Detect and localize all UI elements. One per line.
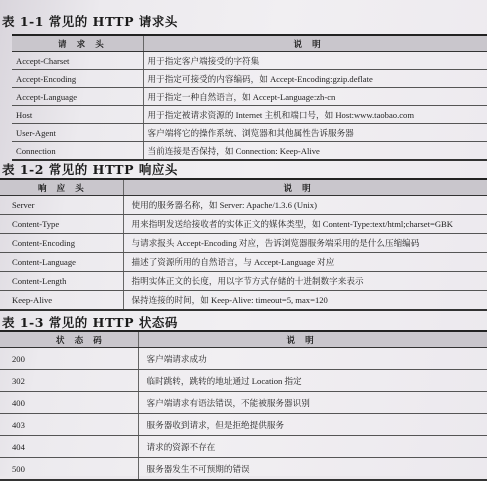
table-row bbox=[0, 234, 487, 253]
header-name-cell: Accept-Charset bbox=[12, 52, 143, 70]
table-row bbox=[12, 70, 487, 88]
description-cell: 使用的服务器名称，如 Server: Apache/1.3.6 (Unix) bbox=[123, 196, 487, 215]
table-row bbox=[12, 124, 487, 142]
header-name-cell: Accept-Language bbox=[12, 88, 143, 106]
column-header-description: 说 明 bbox=[138, 331, 487, 348]
table-row bbox=[0, 348, 487, 370]
table-row bbox=[0, 196, 487, 215]
status-code-cell: 200 bbox=[0, 348, 138, 370]
response-headers-table bbox=[0, 178, 487, 311]
description-cell: 描述了资源所用的自然语言，与 Accept-Language 对应 bbox=[123, 253, 487, 272]
description-cell: 临时跳转，跳转的地址通过 Location 指定 bbox=[138, 370, 487, 392]
column-header-request-header: 请 求 头 bbox=[12, 35, 143, 52]
header-name-cell: Connection bbox=[12, 142, 143, 161]
status-code-cell: 302 bbox=[0, 370, 138, 392]
table-row bbox=[0, 370, 487, 392]
header-name-cell: Content-Encoding bbox=[0, 234, 123, 253]
description-cell: 用于指定客户端接受的字符集 bbox=[143, 52, 487, 70]
table-2-caption: 表 1-2 常见的 HTTP 响应头 bbox=[2, 162, 178, 177]
column-header-status-code: 状 态 码 bbox=[0, 331, 138, 348]
column-header-response-header: 响 应 头 bbox=[0, 179, 123, 196]
table-3-caption: 表 1-3 常见的 HTTP 状态码 bbox=[2, 315, 178, 330]
header-name-cell: Server bbox=[0, 196, 123, 215]
description-cell: 用于指定被请求资源的 Internet 主机和端口号，如 Host:www.taobao.com bbox=[143, 106, 487, 124]
status-code-cell: 500 bbox=[0, 458, 138, 481]
header-name-cell: Accept-Encoding bbox=[12, 70, 143, 88]
table-row bbox=[0, 436, 487, 458]
table-row bbox=[12, 142, 487, 161]
table-row bbox=[0, 414, 487, 436]
description-cell: 指明实体正文的长度，用以字节方式存储的十进制数字来表示 bbox=[123, 272, 487, 291]
table-row bbox=[0, 215, 487, 234]
description-cell: 与请求报头 Accept-Encoding 对应，告诉浏览器服务端采用的是什么压缩编码 bbox=[123, 234, 487, 253]
description-cell: 客户端请求成功 bbox=[138, 348, 487, 370]
description-cell: 保持连接的时间，如 Keep-Alive: timeout=5, max=120 bbox=[123, 291, 487, 311]
description-cell: 请求的资源不存在 bbox=[138, 436, 487, 458]
request-headers-table bbox=[12, 34, 487, 161]
status-codes-table bbox=[0, 330, 487, 481]
description-cell: 当前连接是否保持，如 Connection: Keep-Alive bbox=[143, 142, 487, 161]
table-row bbox=[0, 392, 487, 414]
table-row bbox=[12, 106, 487, 124]
header-name-cell: Content-Language bbox=[0, 253, 123, 272]
header-name-cell: User-Agent bbox=[12, 124, 143, 142]
table-row bbox=[12, 88, 487, 106]
table-row bbox=[12, 52, 487, 70]
column-header-description: 说 明 bbox=[123, 179, 487, 196]
header-name-cell: Content-Type bbox=[0, 215, 123, 234]
column-header-description: 说 明 bbox=[143, 35, 487, 52]
header-name-cell: Keep-Alive bbox=[0, 291, 123, 311]
table-1-caption: 表 1-1 常见的 HTTP 请求头 bbox=[2, 14, 178, 29]
table-row bbox=[0, 291, 487, 311]
header-name-cell: Host bbox=[12, 106, 143, 124]
header-name-cell: Content-Length bbox=[0, 272, 123, 291]
description-cell: 用来指明发送给接收者的实体正文的媒体类型，如 Content-Type:text/html;charset=GBK bbox=[123, 215, 487, 234]
table-row bbox=[0, 272, 487, 291]
status-code-cell: 400 bbox=[0, 392, 138, 414]
description-cell: 用于指定可接受的内容编码，如 Accept-Encoding:gzip.deflate bbox=[143, 70, 487, 88]
description-cell: 客户端请求有语法错误，不能被服务器识别 bbox=[138, 392, 487, 414]
status-code-cell: 403 bbox=[0, 414, 138, 436]
description-cell: 客户端将它的操作系统、浏览器和其他属性告诉服务器 bbox=[143, 124, 487, 142]
table-row bbox=[0, 458, 487, 481]
description-cell: 服务器发生不可预期的错误 bbox=[138, 458, 487, 481]
table-row bbox=[0, 253, 487, 272]
description-cell: 服务器收到请求，但是拒绝提供服务 bbox=[138, 414, 487, 436]
description-cell: 用于指定一种自然语言，如 Accept-Language:zh-cn bbox=[143, 88, 487, 106]
status-code-cell: 404 bbox=[0, 436, 138, 458]
